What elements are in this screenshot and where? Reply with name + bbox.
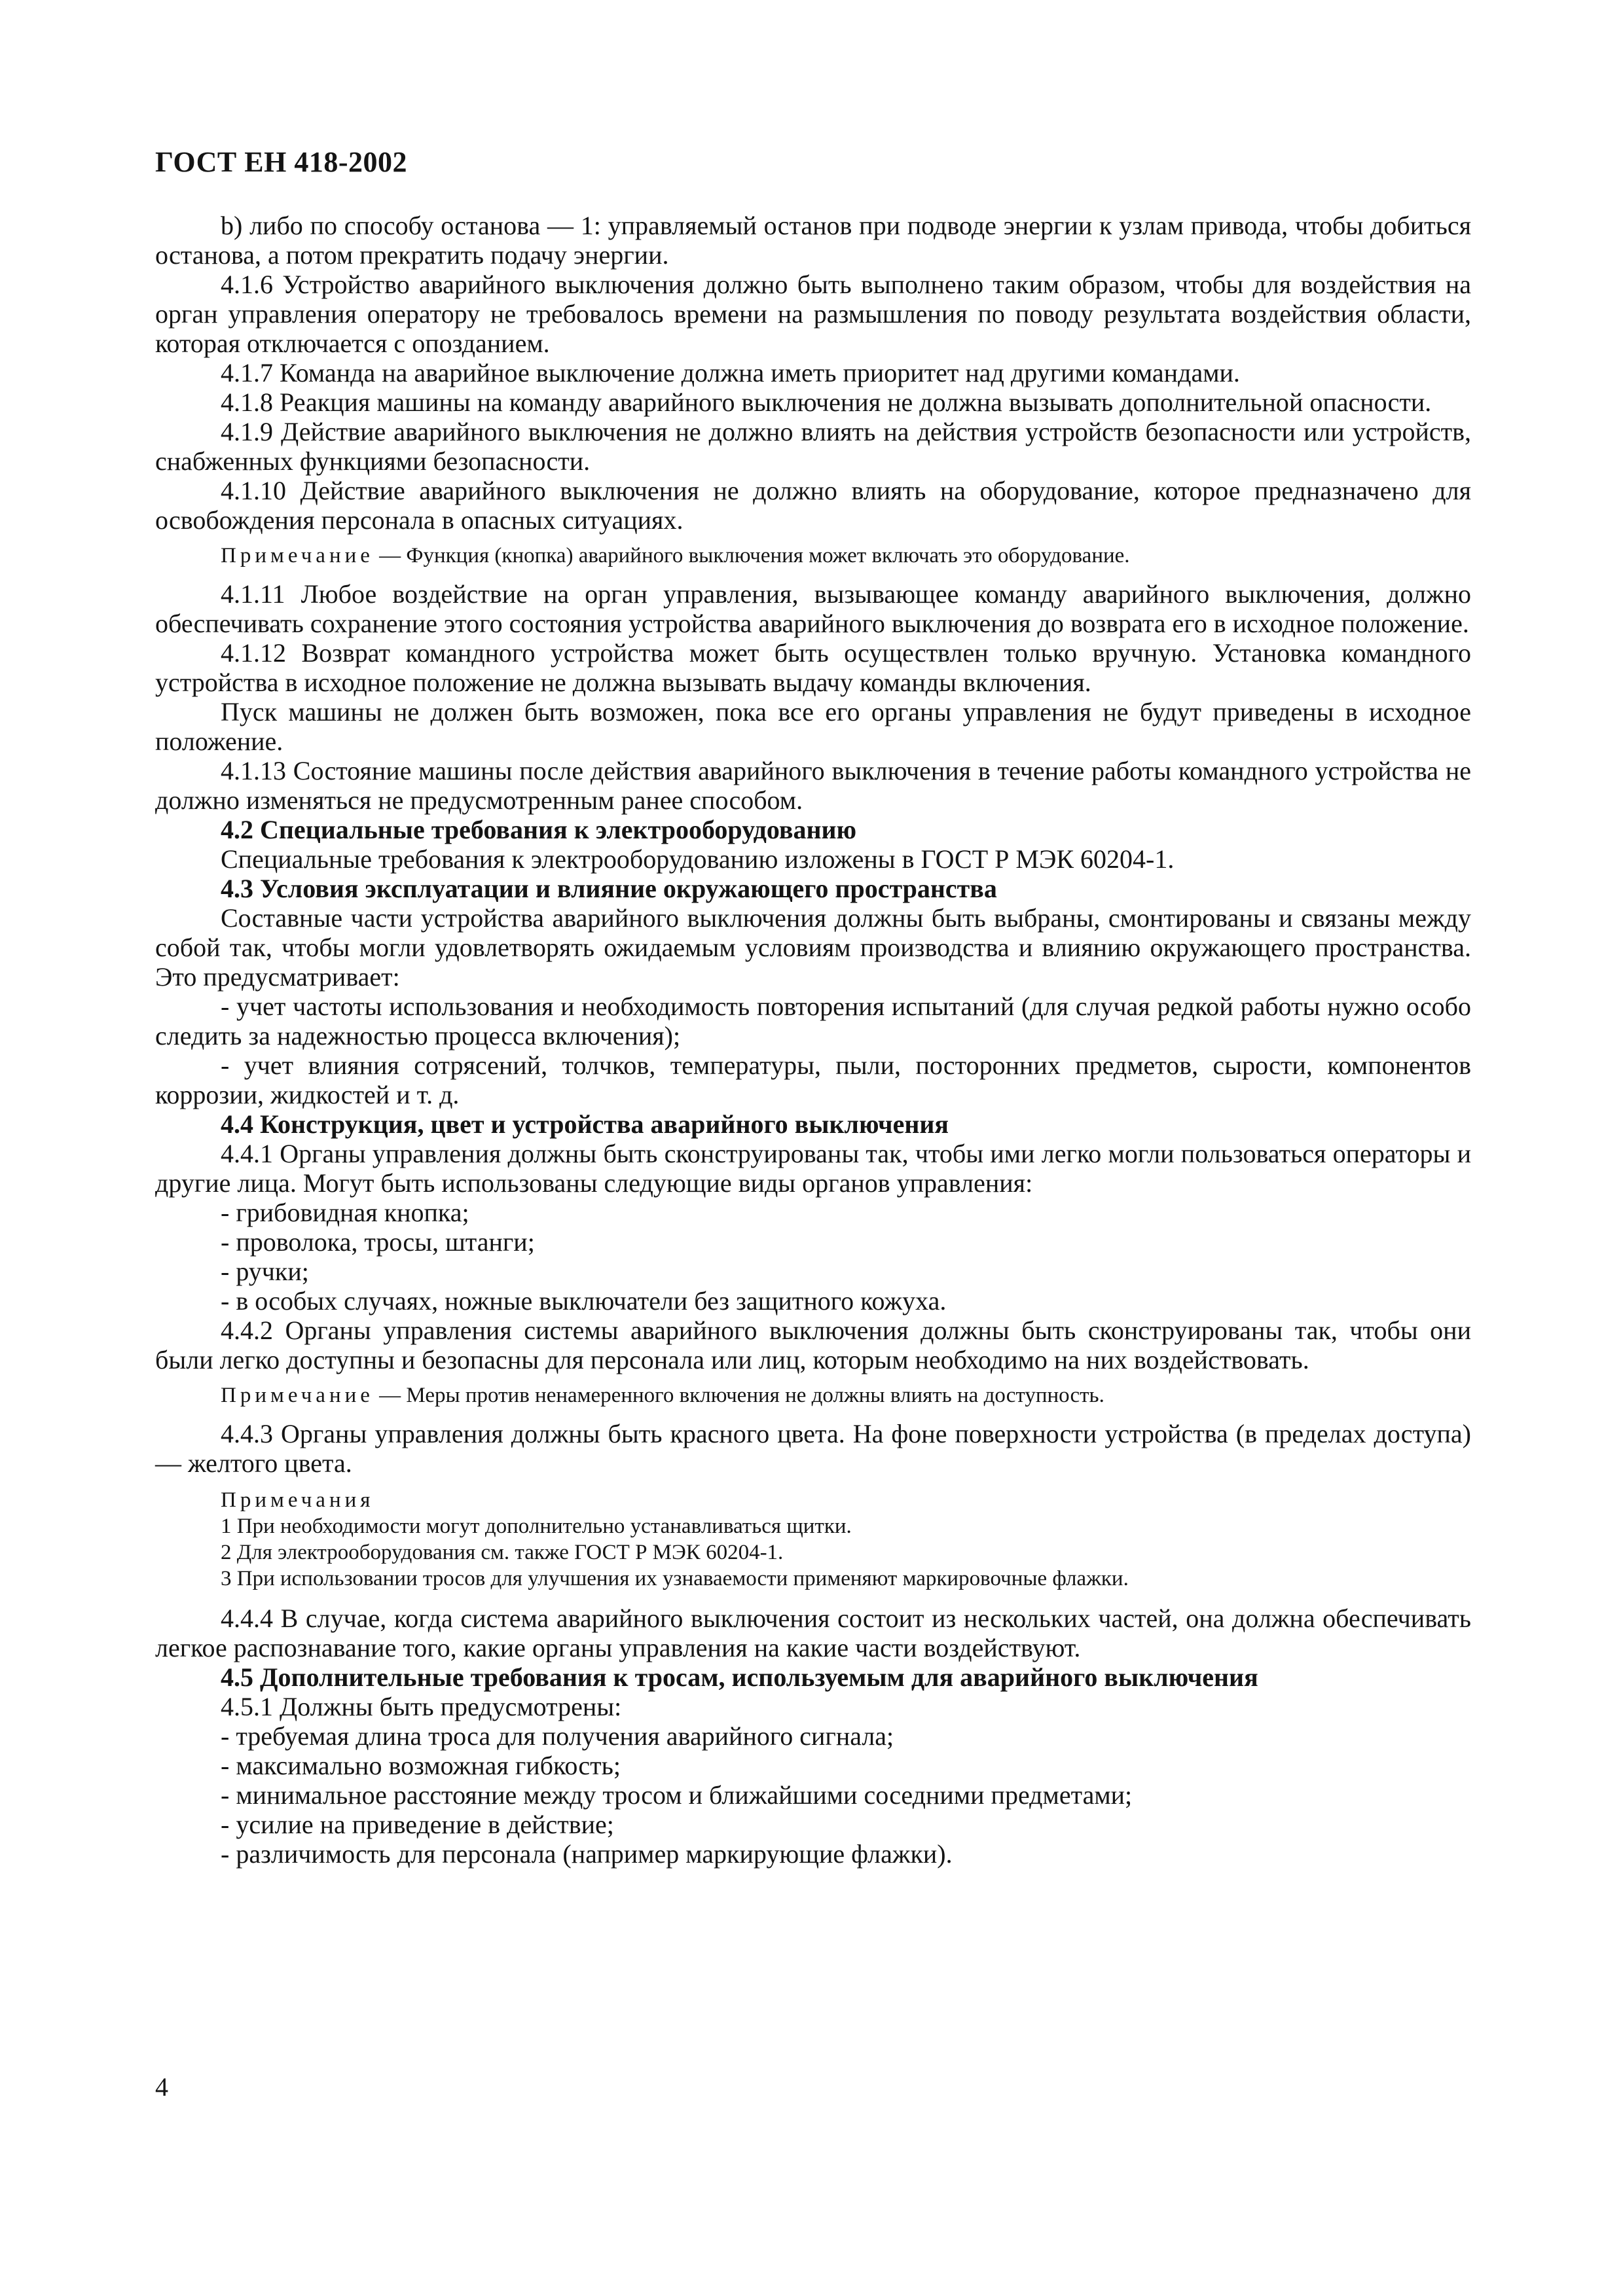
paragraph-4-1-9: 4.1.9 Действие аварийного выключения не должно влиять на действия устройств безопасности или устройств, снабженных функциями безопасности. <box>155 417 1471 476</box>
notes-item: 3 При использовании тросов для улучшения их узнаваемости применяют маркировочные флажки. <box>221 1567 1129 1590</box>
paragraph-4-5-1: 4.5.1 Должны быть предусмотрены: <box>221 1692 622 1721</box>
paragraph-machine-start: Пуск машины не должен быть возможен, пока все его органы управления не будут приведены в исходное положение. <box>155 697 1471 756</box>
list-item: - учет влияния сотрясений, толчков, температуры, пыли, посторонних предметов, сырости, компонентов коррозии, жидкостей и т. д. <box>155 1050 1471 1109</box>
list-item: - требуемая длина троса для получения аварийного сигнала; <box>221 1721 894 1751</box>
notes-heading: Примечания <box>221 1488 374 1512</box>
notes-item: 2 Для электрооборудования см. также ГОСТ Р МЭК 60204-1. <box>221 1541 784 1564</box>
list-item: - ручки; <box>221 1257 309 1286</box>
note-text: — Функция (кнопка) аварийного выключения может включать это оборудование. <box>373 544 1130 567</box>
paragraph-4-1-8: 4.1.8 Реакция машины на команду аварийного выключения не должна вызывать дополнительной опасности. <box>221 387 1432 417</box>
paragraph-4-1-6: 4.1.6 Устройство аварийного выключения должно быть выполнено таким образом, чтобы для воздействия на орган управления оператору не требовалось времени на размышления по поводу результата воздействия области, которая отключается с опозданием. <box>155 270 1471 358</box>
paragraph-4-1-11: 4.1.11 Любое воздействие на орган управления, вызывающее команду аварийного выключения, должно обеспечивать сохранение этого состояния устройства аварийного выключения до возврата его в исходное положение. <box>155 579 1471 638</box>
paragraph-4-1-7: 4.1.7 Команда на аварийное выключение должна иметь приоритет над другими командами. <box>221 358 1240 387</box>
list-item: - максимально возможная гибкость; <box>221 1751 621 1780</box>
list-item: - различимость для персонала (например маркирующие флажки). <box>221 1839 953 1869</box>
paragraph-4-4-4: 4.4.4 В случае, когда система аварийного выключения состоит из нескольких частей, она должна обеспечивать легкое распознавание того, какие органы управления на какие части воздействуют. <box>155 1604 1471 1662</box>
list-item: - минимальное расстояние между тросом и ближайшими соседними предметами; <box>221 1780 1133 1810</box>
notes-item: 1 При необходимости могут дополнительно устанавливаться щитки. <box>221 1515 852 1538</box>
list-item: - в особых случаях, ножные выключатели без защитного кожуха. <box>221 1286 947 1316</box>
document-id-title: ГОСТ ЕН 418-2002 <box>155 146 408 178</box>
note-4-1-10 <box>155 543 1471 569</box>
list-item: - проволока, тросы, штанги; <box>221 1227 535 1257</box>
note-label: Примечание <box>221 544 374 567</box>
section-heading-4-5: 4.5 Дополнительные требования к тросам, используемым для аварийного выключения <box>221 1662 1258 1692</box>
paragraph-4-2: Специальные требования к электрооборудованию изложены в ГОСТ Р МЭК 60204-1. <box>221 844 1175 874</box>
list-item: - учет частоты использования и необходимость повторения испытаний (для случая редкой работы нужно особо следить за надежностью процесса включения); <box>155 992 1471 1050</box>
paragraph-4-3: Составные части устройства аварийного выключения должны быть выбраны, смонтированы и связаны между собой так, чтобы могли удовлетворять ожидаемым условиям производства и влиянию окружающего пространства. Это предусматривает: <box>155 903 1471 992</box>
page-number: 4 <box>155 2072 168 2102</box>
list-item: - грибовидная кнопка; <box>221 1198 469 1227</box>
paragraph-4-1-10: 4.1.10 Действие аварийного выключения не должно влиять на оборудование, которое предназначено для освобождения персонала в опасных ситуациях. <box>155 476 1471 535</box>
paragraph-4-1-13: 4.1.13 Состояние машины после действия аварийного выключения в течение работы командного устройства не должно изменяться не предусмотренным ранее способом. <box>155 756 1471 815</box>
paragraph-4-4-1: 4.4.1 Органы управления должны быть сконструированы так, чтобы ими легко могли пользоваться операторы и другие лица. Могут быть использованы следующие виды органов управления: <box>155 1139 1471 1198</box>
section-heading-4-3: 4.3 Условия эксплуатации и влияние окружающего пространства <box>221 874 997 903</box>
paragraph-4-4-2: 4.4.2 Органы управления системы аварийного выключения должны быть сконструированы так, чтобы они были легко доступны и безопасны для персонала или лиц, которым необходимо на них воздействовать. <box>155 1316 1471 1374</box>
list-item: - усилие на приведение в действие; <box>221 1810 614 1839</box>
document-body <box>155 211 1471 1869</box>
section-heading-4-2: 4.2 Специальные требования к электрооборудованию <box>221 815 857 844</box>
paragraph-4-1-12: 4.1.12 Возврат командного устройства может быть осуществлен только вручную. Установка командного устройства в исходное положение не должна вызывать выдачу команды включения. <box>155 638 1471 697</box>
section-heading-4-4: 4.4 Конструкция, цвет и устройства аварийного выключения <box>221 1109 949 1139</box>
note-label: Примечание <box>221 1384 374 1407</box>
notes-4-4-3 <box>155 1487 1471 1592</box>
note-4-4-2 <box>155 1382 1471 1408</box>
paragraph-b: b) либо по способу останова — 1: управляемый останов при подводе энергии к узлам привода, чтобы добиться останова, а потом прекратить подачу энергии. <box>155 211 1471 270</box>
note-text: — Меры против ненамеренного включения не должны влиять на доступность. <box>373 1384 1104 1407</box>
paragraph-4-4-3: 4.4.3 Органы управления должны быть красного цвета. На фоне поверхности устройства (в пределах доступа) — желтого цвета. <box>155 1419 1471 1478</box>
